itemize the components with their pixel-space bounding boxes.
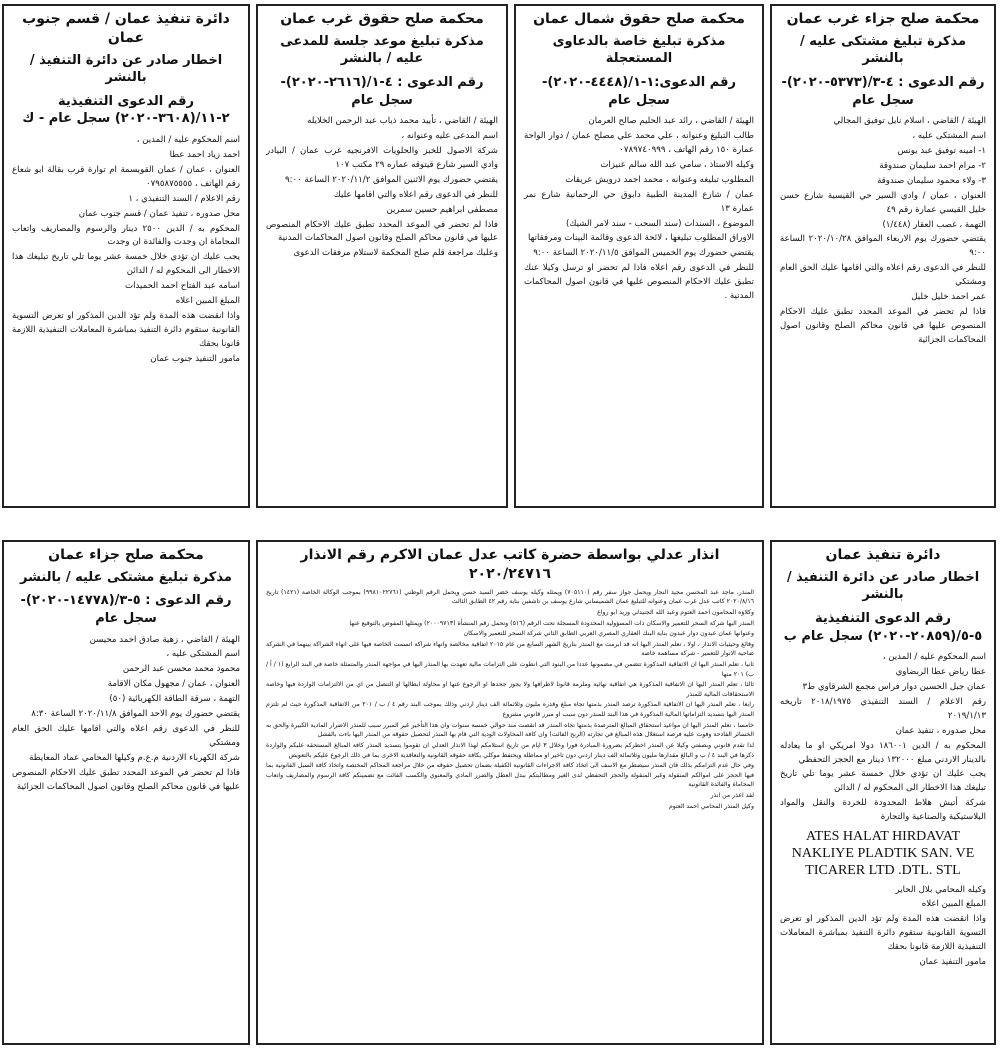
notice-north-amman-civil xyxy=(514,4,764,508)
notice-title: محكمة صلح حقوق شمال عمان xyxy=(533,11,745,27)
notice-line: الموضوع ، السندات (سند السحب - سند لامر الشيك) xyxy=(566,218,754,229)
notice-judicial-warning xyxy=(256,540,764,1045)
notice-line: اسم المشتكى عليه ، xyxy=(166,649,240,660)
notice-line: مامور التنفيذ جنوب عمان xyxy=(150,353,240,364)
notice-line: وكلاؤه المحامون احمد العتوم وعبد الله الجنيدلي وزيد ابو رواع xyxy=(597,609,754,616)
notice-line: الاوراق المطلوب تبليغها ، لائحة الدعوى وقائمة البينات ومرفقاتها xyxy=(528,233,754,244)
notice-line: للنظر في الدعوى رقم اعلاه والتي اقامها عليك الحق العام ومشتكي xyxy=(780,263,986,288)
notice-line: ثالثا ، تعلم المنذر اليها ان الاتفاقية المذكورة هي اتفاقية نهائية وملزمة قانونا لاطرافها ولا يجوز جحدها او الرجوع عنها او محاولة ابطالها او التنصل من اي من الالتزامات الواردة فيها وخاصة الاستحقاقات المالية للمنذر xyxy=(266,681,754,698)
notice-line: المنذر اليها شركة السحر للتعمير والاسكان ذات المسؤولية المحدودة المسجلة تحت الرقم (٥١٦) وتحمل رقم المنشأة (٢٠٠٠٩٧١٣) ويمثلها المفوض بالتوقيع عنها xyxy=(349,619,754,627)
notice-body-after xyxy=(780,884,986,971)
notice-amman-penal xyxy=(2,540,250,1045)
notice-line: لقد اعذر من انذر xyxy=(710,791,754,799)
notice-line: فاذا لم تحضر في الموعد المحدد تطبق عليك الاحكام المنصوص عليها في قانون محاكم الصلح وقانون اصول المحاكمات المدنية xyxy=(266,219,498,244)
notice-line: المحكوم به / الدين ٢٥٠٠ دينار والرسوم والمصاريف واتعاب المحاماة ان وجدت والفائدة ان وجدت xyxy=(12,223,240,248)
notice-line: العنوان ، عمان / عمان القويسمة ام توارة قرب بقالة ابو شعاع رقم الهاتف ، ٠٧٩٥٨٧٥٥٥٥ xyxy=(12,164,240,189)
notice-line: وكيله المحامي بلال الحاير xyxy=(895,884,986,895)
notice-line: الهيئة / القاضي ، تأييد محمد ذياب عبد الرحمن الخلايله xyxy=(307,116,498,127)
case-number: رقم الدعوى : ٤-٣/(٥٣٧٣-٢٠٢٠)- سجل عام xyxy=(781,74,985,108)
notice-line: ٣- ولاء محمود سليمان صندوقة xyxy=(877,175,986,186)
notice-line: طالب التبليغ وعنوانه ، علي محمد علي مصلح عمان / دوار الواحة عمارة ١٥٠ رقم الهاتف ، ٠٧٨٩٧٤٠٩٩٩ xyxy=(524,131,754,155)
notice-line: وكيله الاستاذ ، سامي عبد الله سالم عنيزات xyxy=(600,159,754,170)
notice-line: يجب عليك ان تؤدي خلال خمسة عشر يوما تلي تاريخ تبليغك هذا الاخطار الى المحكوم له / الدائن xyxy=(12,252,240,277)
notice-line: للنظر في الدعوى رقم اعلاه والتي اقامها عليك الحق العام ومشتكي xyxy=(12,724,240,748)
notice-body xyxy=(266,588,754,811)
notice-line: لذا تقدم قانوني وبصفتي وكيلا عن المنذر اخطركم بضرورة المبادرة فورا وخلال ٣ ايام من تاريخ استلامكم لهذا الانذار العدلي ان تقوموا بتسديد المنذر كافة المبالغ المستحقة عليكم والواردة ذكرها في البند ٤ / ب و البالغ مقدارها مليون وثلاثمائة الف دينار اردني دون تاخير او مماطلة ويحتفظ موكلي بكافة حقوقه القانونية والتعاقدية الاخرى بما في ذلك الرجوع عليكم بالتعويض xyxy=(266,741,754,759)
notice-line: المبلغ المبين اعلاه xyxy=(921,899,986,910)
notice-line: المنذر، ماجد عبد المحسن مجيد النجار ويحمل جواز سفر رقم (٧٠٥١١٠) ويمثله وكيله يوسف خضر السيد حسن ويحمل الرقم الوطني (٩٩٨١٠٢٢٧٦١) بموجب الوكالة الخاصة (١٤٢١) تاريخ ٢٠٢٠/٨/١٦ كاتب عدل غرب عمان وعنوانه للتبليغ عمان الشميساني شارع يوسف بن تاشفين بناية رقم ٤٢ الطابق الثالث xyxy=(266,588,754,606)
notice-line: التهمة ، غصب العقار (١/٤٤٨) xyxy=(882,219,986,230)
case-number: رقم الدعوى التنفيذية ٢-١١/(٣٦٠٨-٢٠٢٠) سجل عام - ك xyxy=(22,93,230,127)
notice-line: خامسا ، تعلم المنذر اليها ان مواعيد استحقاق المبالغ المترصدة بذمتها تجاه المنذر قد انقضت منذ حوالي خمسة سنوات وان هذا التأخير غير المبرر سبب للمنذر الاضرار المادية الكبيرة والحق به الخسائر الفادحة وفوت عليه فرصة استغلال هذه المبالغ في تجارته (الربح الفائت) وان كافة المحاولات الودية التي قام بها المنذر لتحصيل حقوقه من المنذر اليها باءت بالفشل xyxy=(266,721,754,739)
notice-body xyxy=(12,134,240,367)
case-number: رقم الدعوى:١-١/(٤٤٤٨-٢٠٢٠)- سجل عام xyxy=(542,74,736,108)
notice-line: المحكوم به / الدين ١٨٦٠٠١ دولا امريكي او ما يعادله بالدينار الاردني مبلغ ١٣٢٠٠٠ دينار مع الحجز التحفظي xyxy=(780,740,986,765)
notice-line: يقتضي حضورك يوم الاربعاء الموافق ٢٠٢٠/١٠/٢٨ الساعة ٩:٠٠ xyxy=(780,234,986,259)
case-number: رقم الدعوى : ٥-٣/(١٤٧٧٨-٢٠٢٠)- سجل عام xyxy=(20,593,232,626)
notice-subtitle: مذكرة تبليغ خاصة بالدعاوى المستعجلة xyxy=(552,33,726,67)
notice-line: شركة الاصول للخبز والحلويات الافرنجيه غرب عمان / البيادر وادي السير شارع قيتوقه عماره ٢٩ مكتب ١٠٧ xyxy=(266,145,498,170)
notice-line: وكيل المنذر المحامي احمد العتوم xyxy=(668,802,754,810)
notice-line: واذا انقضت هذه المدة ولم تؤد الدين المذكور او تعرض التسوية القانونية ستقوم دائرة التنفيذ بمباشرة المعاملات التنفيذية اللازمة قانونا بحقك xyxy=(12,311,240,349)
case-number: رقم الدعوى : ٤-١/(٢٦١٦-٢٠٢٠)- سجل عام xyxy=(280,74,484,108)
notice-line: اسم المحكوم عليه / المدين ، xyxy=(136,134,240,145)
notice-line: ٢- مرام احمد سليمان صندوقة xyxy=(879,160,986,171)
notice-subtitle: اخطار صادر عن دائرة التنفيذ / بالنشر xyxy=(786,569,980,603)
notice-line: محل صدوره ، تنفيذ عمان xyxy=(895,725,986,736)
notice-line: ثانيا ، تعلم المنذر اليها ان الاتفاقية المذكورة تتضمن في مضمونها عددا من البنود التي انطوت على التزامات مالية تعهدت بها المنذر اليها في مواجهة المنذر والمتمثلة خاصة في البند الرابع (١ / أ / ب) ٢٠١ منها xyxy=(266,661,755,678)
notice-line: الهيئة / القاضي ، اسلام نايل توفيق المجالي xyxy=(833,116,986,127)
notice-line: فاذا لم تحضر في الموعد المحدد تطبق عليك الاحكام المنصوص عليها في قانون محاكم الصلح وقانون اصول المحاكمات الجزائية xyxy=(12,767,240,792)
notice-line: رقم الاعلام / السند التنفيذي ، ١ xyxy=(128,193,240,204)
notice-line: محمود محمد محسن عبد الرحمن xyxy=(122,664,240,675)
notice-line: وعليك مراجعة قلم صلح المحكمة لاستلام مرفقات الدعوى xyxy=(293,248,498,259)
notice-line: وقائع وحيثيات الانذار ، اولا ، تعلم المنذر اليها انه قد ابرمت مع المنذر بتاريخ الشهر السابع من عام ٢٠١٥ اتفاقية مخالصة وانهاء شراكة اتسمت الخاصة فيها على انهاء الشراكة بينهما في الشركة ضاحية الانوار للتعمير - شركة مساهمة خاصة xyxy=(266,640,754,658)
notice-subtitle: مذكرة تبليغ موعد جلسة للمدعى عليه / بالنشر xyxy=(280,33,484,67)
notice-body xyxy=(524,115,754,304)
notice-title: محكمة صلح جزاء عمان xyxy=(48,547,204,563)
notice-title: دائرة تنفيذ عمان xyxy=(825,547,941,563)
notice-west-amman-civil xyxy=(256,4,508,508)
notice-line: مامور التنفيذ عمان xyxy=(919,957,986,968)
notice-line: عمان / شارع المدينة الطبية دابوق حي الرحمانية شارع نمر عمارة ١٣ xyxy=(524,189,754,214)
notice-line: للنظر في الدعوى رقم اعلاه فاذا لم تحضر او ترسل وكيلا عنك تطبق عليك الاحكام المنصوص عليها في قانون اصول المحاكمات المدنية . xyxy=(524,263,754,302)
company-latin-name: ATES HALAT HIRDAVAT NAKLIYE PLADTIK SAN. VE TICARER LTD .DTL. STL xyxy=(791,829,975,878)
notice-amman-execution xyxy=(770,540,996,1045)
notice-line: يجب عليك ان تؤدي خلال خمسة عشر يوما تلي تاريخ تبليغك هذا الاخطار الى المحكوم له / الدائن xyxy=(780,769,986,794)
notice-line: اسامه عبد الفتاح احمد الحميدات xyxy=(125,281,240,292)
notice-body-before xyxy=(780,651,986,825)
notice-subtitle: مذكرة تبليغ مشتكى عليه / بالنشر xyxy=(799,33,967,67)
notice-line: يقتضي حضورك يوم الخميس الموافق ٢٠٢٠/١١/٥ الساعة ٩:٠٠ xyxy=(533,248,754,259)
notice-line: رقم الاعلام / السند التنفيذي ٢٠١٨/١٩٧٥ تاريخه ٢٠١٩/١/١٣ xyxy=(780,696,986,721)
notice-title: محكمة صلح حقوق غرب عمان xyxy=(280,11,484,27)
notice-line: المطلوب تبليغه وعنوانه ، محمد احمد درويش عريقات xyxy=(565,174,754,185)
notice-line: العنوان ، عمان / مجهول مكان الاقامة xyxy=(107,679,240,690)
notice-line: عطا رياض عطا الربضاوي xyxy=(895,667,986,677)
notice-line: الهيئة / القاضي ، رائد عبد الحليم صالح العرمان xyxy=(588,116,754,127)
notice-line: شركة أتيش هلاط المحدودة للخردة والنقل والمواد البلاستيكية والصناعية والتجارة xyxy=(780,798,986,823)
notice-south-amman-execution xyxy=(2,4,250,508)
notice-line: واذا انقضت هذه المدة ولم تؤد الدين المذكور او تعرض التسوية القانونية ستقوم دائرة التنفيذ بمباشرة المعاملات التنفيذية اللازمة قانونا بحقك xyxy=(780,914,986,953)
notice-title: انذار عدلي بواسطة حضرة كاتب عدل عمان الاكرم رقم الانذار ٢٠٢٠/٢٤٧١٦ xyxy=(300,547,720,582)
notice-line: يقتضي حضورك يوم الاثنين الموافق ٢٠٢٠/١١/٢ الساعة ٩:٠٠ xyxy=(284,174,498,185)
notice-line: للنظر في الدعوى رقم اعلاه والتي اقامها عليك xyxy=(333,189,498,200)
case-number: رقم الدعوى التنفيذية ٥-٥/(٢٠٨٥٩-٢٠٢٠) سجل عام ب xyxy=(783,610,983,644)
notice-line: وفي حال عدم التزامكم بذلك فان المنذر سيضطر مع الاسف الى اتخاذ كافة الاجراءات القانونية الكفيلة بضمان تحصيل حقوقه من خلال مراجعة المحاكم المختصة واتخاذ كافة السبل القانونية بما فيها الحجز على اموالكم المنقولة وغير المنقولة والحجز التحفظي لدى الغير ومطالبتكم ببدل العطل والضرر المادي والمعنوي والكسب الفائت مع تضمينكم كافة الرسوم والمصاريف واتعاب المحاماة والفائدة القانونية xyxy=(266,762,754,789)
notice-line: رابعا ، تعلم المنذر اليها ان الاتفاقية المذكورة ترصد المنذر بذمتها تجاه مبلغ وقدره مليون وثلاثمائة الف دينار اردني وذلك بموجب البند رقم ٤ / ب / ٢٠١ من الاتفاقية المذكورة حيث لم تلتزم المنذر اليها بتسديد التزاماتها المالية المذكورة في هذا البند للمنذر دون سبب او مبرر قانوني مشروع xyxy=(266,701,754,719)
notice-line: العنوان ، عمان / وادي السير حي القيسية شارع حسن خليل القيسي عمارة رقم ٤٩ xyxy=(780,190,986,215)
notice-body xyxy=(266,115,498,261)
notice-line: المبلغ المبين اعلاه xyxy=(175,296,240,307)
notice-line: شركة الكهرباء الاردنية م.ع.م وكيلها المحامي عماد المعايطة xyxy=(29,752,240,763)
notice-body xyxy=(780,115,986,348)
notice-title: دائرة تنفيذ عمان / قسم جنوب عمان xyxy=(22,11,230,46)
notice-west-amman-penal xyxy=(770,4,996,508)
notice-line: وعنوانها عمان عبدون دوار عبدون بناية البنك العقاري المصري العربي الطابق الثاني شركة السحر للتعمير والاسكان xyxy=(463,630,754,638)
notice-subtitle: اخطار صادر عن دائرة التنفيذ / بالنشر xyxy=(29,52,223,86)
notice-line: مصطفى ابراهيم حسين سمرين xyxy=(386,204,498,215)
notice-line: التهمة ، سرقة الطاقة الكهربائية (٥٠) xyxy=(109,694,240,705)
notice-line: ١- امينه توفيق عبد يونس xyxy=(897,145,986,156)
notice-line: يقتضي حضورك يوم الاحد الموافق ٢٠٢٠/١١/٨ الساعة ٨:٣٠ xyxy=(31,709,240,720)
notice-line: الهيئة / القاضي ، زهية صادق احمد محيسن xyxy=(89,634,240,645)
notice-line: اسم المحكوم عليه / المدين ، xyxy=(882,652,986,663)
notice-line: فاذا لم تحضر في الموعد المحدد تطبق عليك الاحكام المنصوص عليها في قانون محاكم الصلح وقانون اصول المحاكمات الجزائية xyxy=(780,307,986,345)
notice-line: اسم المدعى عليه وعنوانه ، xyxy=(401,131,498,141)
notice-body xyxy=(12,634,240,795)
notice-line: احمد زياد احمد عطا xyxy=(169,149,240,160)
notice-line: عمر احمد خليل خليل xyxy=(911,292,986,303)
notice-line: محل صدوره ، تنفيذ عمان / قسم جنوب عمان xyxy=(78,208,240,219)
notice-line: اسم المشتكى عليه ، xyxy=(912,131,986,141)
notice-title: محكمة صلح جزاء غرب عمان xyxy=(786,11,980,27)
notice-line: عمان جبل الحسين دوار فراس مجمع الشرقاوي ط٣ xyxy=(802,681,986,692)
notice-subtitle: مذكرة تبليغ مشتكى عليه / بالنشر xyxy=(20,569,232,585)
